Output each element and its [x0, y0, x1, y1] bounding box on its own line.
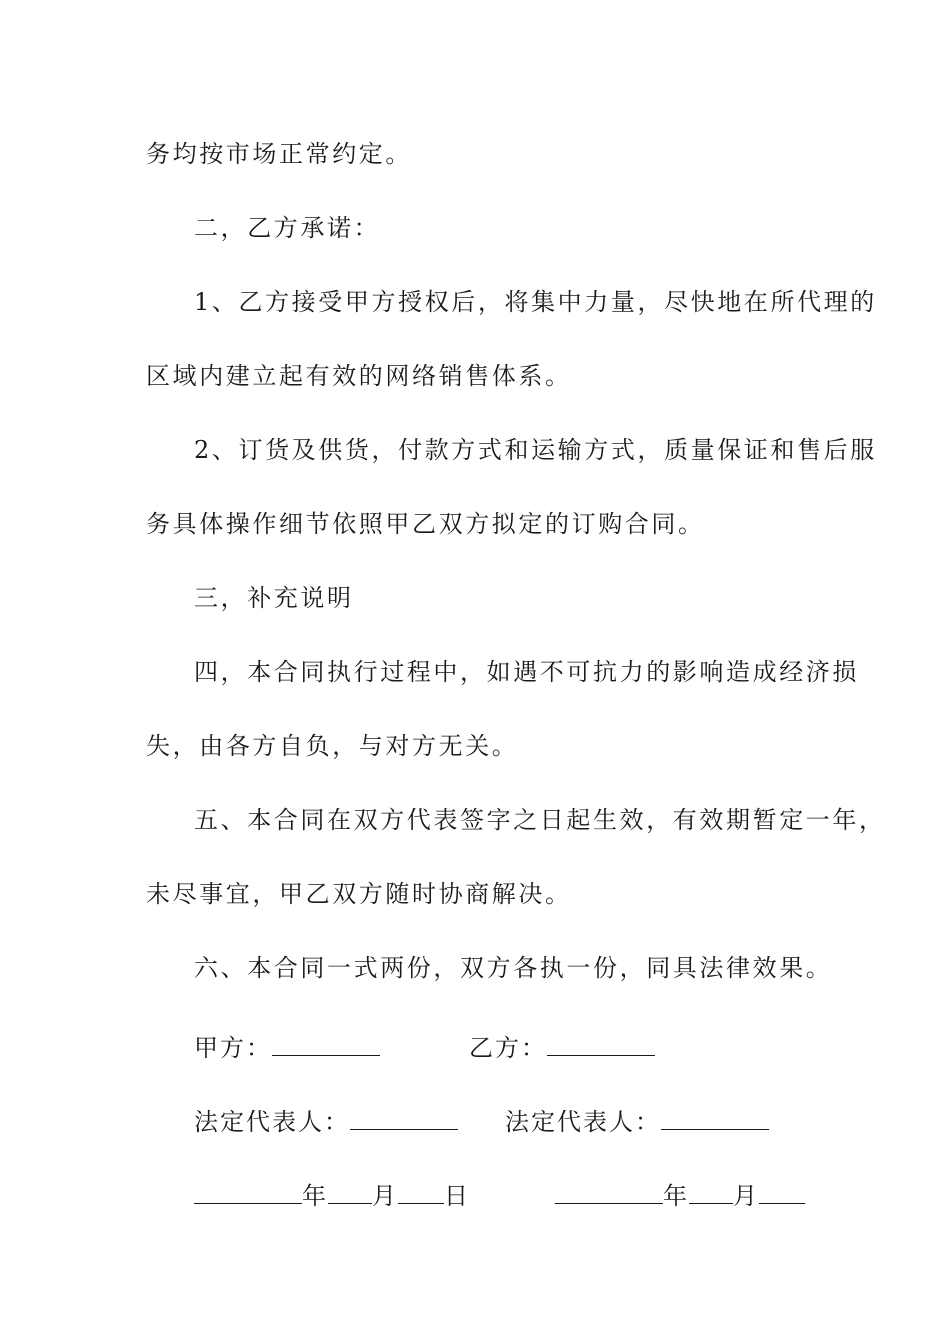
date-b-day-blank [759, 1181, 805, 1204]
paragraph-line: 未尽事宜，甲乙双方随时协商解决。 [146, 880, 572, 908]
date-a-day-label: 日 [444, 1182, 470, 1210]
date-b-year-label: 年 [663, 1182, 689, 1210]
paragraph-line: 六、本合同一式两份，双方各执一份，同具法律效果。 [194, 954, 833, 982]
date-b [555, 1181, 805, 1211]
date-a-month-label: 月 [372, 1182, 398, 1210]
paragraph-line: 失，由各方自负，与对方无关。 [146, 732, 519, 760]
date-b-month-blank [689, 1181, 733, 1204]
rep-a-label: 法定代表人： [194, 1108, 350, 1136]
rep-a-blank [350, 1107, 458, 1130]
date-a-month-blank [328, 1181, 372, 1204]
date-b-month-label: 月 [733, 1182, 759, 1210]
section-heading: 二，乙方承诺： [194, 214, 381, 242]
party-b-blank [547, 1033, 655, 1056]
party-a-label: 甲方： [194, 1034, 272, 1062]
section-heading: 三，补充说明 [194, 584, 354, 612]
date-a [194, 1181, 470, 1211]
rep-b-signature [505, 1107, 769, 1137]
paragraph-line: 务均按市场正常约定。 [146, 140, 412, 168]
date-a-day-blank [398, 1181, 444, 1204]
rep-a-signature [194, 1107, 458, 1137]
paragraph-line: 务具体操作细节依照甲乙双方拟定的订购合同。 [146, 510, 705, 538]
paragraph-line: 区域内建立起有效的网络销售体系。 [146, 362, 572, 390]
paragraph-line: 1、乙方接受甲方授权后，将集中力量，尽快地在所代理的 [194, 288, 877, 316]
rep-b-label: 法定代表人： [505, 1108, 661, 1136]
paragraph-line: 五、本合同在双方代表签字之日起生效，有效期暂定一年， [194, 806, 886, 834]
paragraph-line: 2、订货及供货，付款方式和运输方式，质量保证和售后服 [194, 436, 877, 464]
rep-b-blank [661, 1107, 769, 1130]
party-b-signature [469, 1033, 655, 1063]
date-a-year-blank [194, 1181, 302, 1204]
party-a-signature [194, 1033, 380, 1063]
date-b-year-blank [555, 1181, 663, 1204]
party-b-label: 乙方： [469, 1034, 547, 1062]
paragraph-line: 四，本合同执行过程中，如遇不可抗力的影响造成经济损 [194, 658, 859, 686]
date-a-year-label: 年 [302, 1182, 328, 1210]
party-a-blank [272, 1033, 380, 1056]
